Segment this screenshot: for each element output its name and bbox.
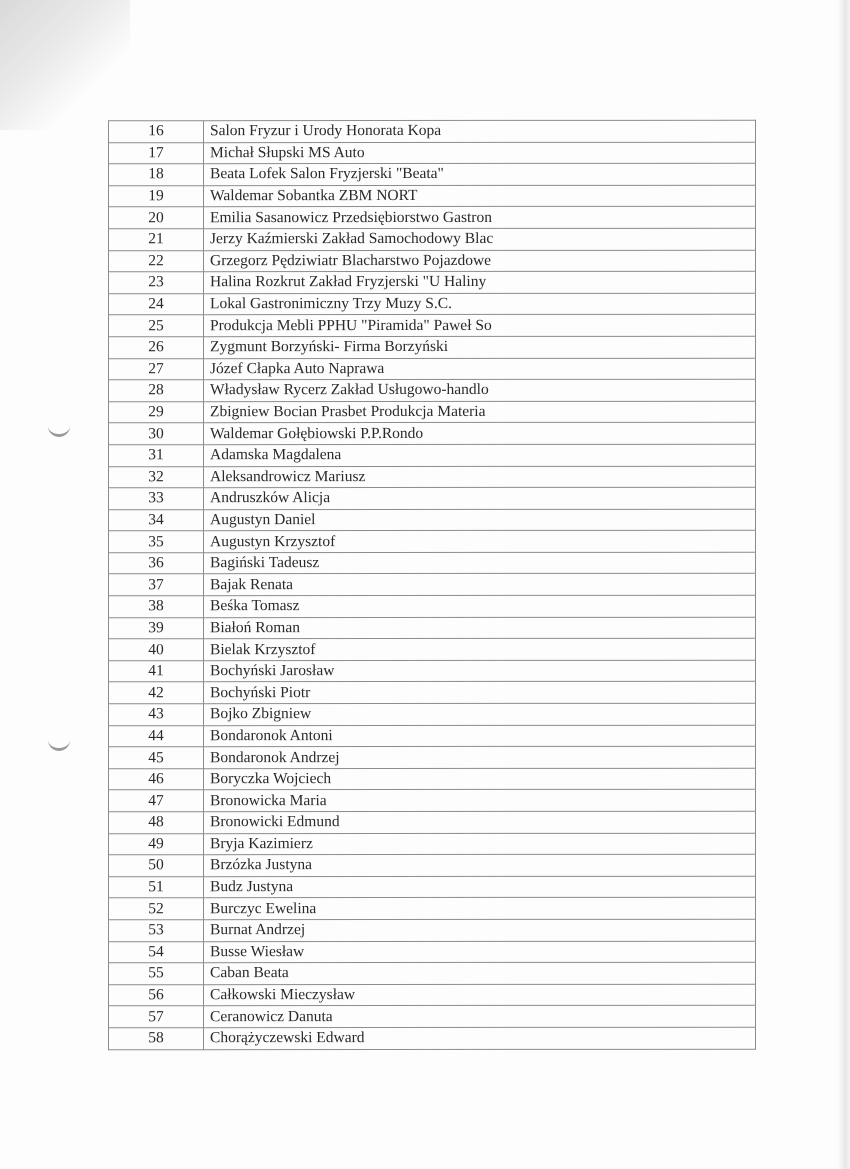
row-name: Burnat Andrzej	[204, 919, 756, 941]
folded-corner	[0, 0, 130, 130]
row-name: Zbigniew Bocian Prasbet Produkcja Materia	[204, 401, 756, 423]
row-name: Ceranowicz Danuta	[204, 1006, 756, 1028]
table-row	[109, 509, 756, 531]
row-number: 49	[109, 833, 204, 855]
row-number: 44	[109, 725, 204, 747]
row-number: 38	[109, 596, 204, 618]
row-number: 41	[109, 661, 204, 683]
row-name: Chorążyczewski Edward	[204, 1027, 756, 1049]
row-number: 33	[109, 488, 204, 510]
row-name: Adamska Magdalena	[204, 444, 756, 466]
row-name: Burczyc Ewelina	[204, 898, 756, 920]
row-name: Władysław Rycerz Zakład Usługowo-handlo	[204, 379, 756, 401]
row-number: 46	[109, 769, 204, 791]
punch-hole-mark	[48, 424, 70, 437]
row-number: 55	[109, 963, 204, 985]
table-row	[109, 790, 756, 812]
row-name: Brzózka Justyna	[204, 854, 756, 876]
row-number: 54	[109, 941, 204, 963]
row-number: 48	[109, 812, 204, 834]
row-name: Augustyn Daniel	[204, 509, 756, 531]
row-name: Bochyński Piotr	[204, 682, 756, 704]
table-row	[109, 660, 756, 682]
table-row	[109, 876, 756, 898]
row-name: Busse Wiesław	[204, 941, 756, 963]
row-number: 52	[109, 898, 204, 920]
row-number: 34	[109, 509, 204, 531]
row-number: 58	[109, 1028, 204, 1050]
row-name: Boryczka Wojciech	[204, 768, 756, 790]
row-name: Józef Cłapka Auto Naprawa	[204, 358, 756, 380]
table-row	[109, 487, 756, 509]
row-name: Halina Rozkrut Zakład Fryzjerski "U Haliny	[204, 271, 756, 293]
punch-hole-mark	[48, 738, 70, 751]
row-name: Grzegorz Pędziwiatr Blacharstwo Pojazdowe	[204, 250, 756, 272]
table-row	[109, 163, 756, 185]
row-number: 45	[109, 747, 204, 769]
table-body	[109, 120, 756, 1049]
table-row	[109, 228, 756, 250]
table-row	[109, 1027, 756, 1049]
table-row	[109, 423, 756, 445]
row-number: 28	[109, 380, 204, 402]
row-number: 17	[109, 142, 204, 164]
table-row	[109, 293, 756, 315]
table-row	[109, 401, 756, 423]
row-number: 40	[109, 639, 204, 661]
row-name: Waldemar Gołębiowski P.P.Rondo	[204, 423, 756, 445]
row-name: Caban Beata	[204, 962, 756, 984]
table-row	[109, 271, 756, 293]
row-name: Lokal Gastronimiczny Trzy Muzy S.C.	[204, 293, 756, 315]
table-row	[109, 811, 756, 833]
row-name: Andruszków Alicja	[204, 487, 756, 509]
row-number: 42	[109, 682, 204, 704]
table-row	[109, 120, 756, 142]
row-number: 18	[109, 164, 204, 186]
row-name: Beata Lofek Salon Fryzjerski "Beata"	[204, 163, 756, 185]
page-edge-shadow	[838, 0, 850, 1169]
row-number: 56	[109, 984, 204, 1006]
table-row	[109, 919, 756, 941]
row-number: 19	[109, 185, 204, 207]
row-name: Bochyński Jarosław	[204, 660, 756, 682]
row-number: 21	[109, 229, 204, 251]
row-name: Produkcja Mebli PPHU "Piramida" Paweł So	[204, 315, 756, 337]
row-number: 26	[109, 337, 204, 359]
table-row	[109, 379, 756, 401]
row-name: Aleksandrowicz Mariusz	[204, 466, 756, 488]
row-number: 27	[109, 358, 204, 380]
table-row	[109, 185, 756, 207]
table-row	[109, 638, 756, 660]
row-number: 30	[109, 423, 204, 445]
row-number: 22	[109, 250, 204, 272]
names-table	[108, 120, 756, 1050]
row-name: Beśka Tomasz	[204, 595, 756, 617]
row-name: Bronowicki Edmund	[204, 811, 756, 833]
row-name: Bronowicka Maria	[204, 790, 756, 812]
row-name: Bojko Zbigniew	[204, 703, 756, 725]
table-row	[109, 833, 756, 855]
table-row	[109, 617, 756, 639]
row-name: Bondaronok Andrzej	[204, 746, 756, 768]
table-row	[109, 746, 756, 768]
table-row	[109, 574, 756, 596]
row-name: Bajak Renata	[204, 574, 756, 596]
table-row	[109, 250, 756, 272]
table-row	[109, 207, 756, 229]
row-number: 39	[109, 617, 204, 639]
row-number: 29	[109, 401, 204, 423]
table-row	[109, 595, 756, 617]
row-name: Budz Justyna	[204, 876, 756, 898]
table-row	[109, 530, 756, 552]
row-number: 51	[109, 876, 204, 898]
row-name: Jerzy Kaźmierski Zakład Samochodowy Blac	[204, 228, 756, 250]
row-number: 16	[109, 121, 204, 143]
table-row	[109, 1006, 756, 1028]
table-row	[109, 725, 756, 747]
row-number: 43	[109, 704, 204, 726]
row-number: 57	[109, 1006, 204, 1028]
table-row	[109, 315, 756, 337]
table-row	[109, 358, 756, 380]
table-row	[109, 552, 756, 574]
table-row	[109, 703, 756, 725]
table-row	[109, 984, 756, 1006]
row-name: Michał Słupski MS Auto	[204, 142, 756, 164]
row-number: 47	[109, 790, 204, 812]
row-name: Zygmunt Borzyński- Firma Borzyński	[204, 336, 756, 358]
row-name: Waldemar Sobantka ZBM NORT	[204, 185, 756, 207]
row-name: Augustyn Krzysztof	[204, 530, 756, 552]
table-row	[109, 962, 756, 984]
row-number: 53	[109, 920, 204, 942]
row-name: Całkowski Mieczysław	[204, 984, 756, 1006]
table-row	[109, 142, 756, 164]
table-row	[109, 444, 756, 466]
row-name: Bielak Krzysztof	[204, 638, 756, 660]
row-number: 36	[109, 553, 204, 575]
table-row	[109, 466, 756, 488]
table-row	[109, 898, 756, 920]
table-row	[109, 336, 756, 358]
row-name: Salon Fryzur i Urody Honorata Kopa	[204, 120, 756, 142]
row-name: Emilia Sasanowicz Przedsiębiorstwo Gastron	[204, 207, 756, 229]
row-number: 25	[109, 315, 204, 337]
row-number: 31	[109, 445, 204, 467]
row-name: Bryja Kazimierz	[204, 833, 756, 855]
table-row	[109, 854, 756, 876]
row-number: 24	[109, 293, 204, 315]
row-number: 23	[109, 272, 204, 294]
table-row	[109, 768, 756, 790]
table-row	[109, 682, 756, 704]
row-number: 37	[109, 574, 204, 596]
row-number: 50	[109, 855, 204, 877]
row-name: Białoń Roman	[204, 617, 756, 639]
row-name: Bondaronok Antoni	[204, 725, 756, 747]
table-row	[109, 941, 756, 963]
row-number: 35	[109, 531, 204, 553]
row-number: 20	[109, 207, 204, 229]
row-number: 32	[109, 466, 204, 488]
row-name: Bagiński Tadeusz	[204, 552, 756, 574]
